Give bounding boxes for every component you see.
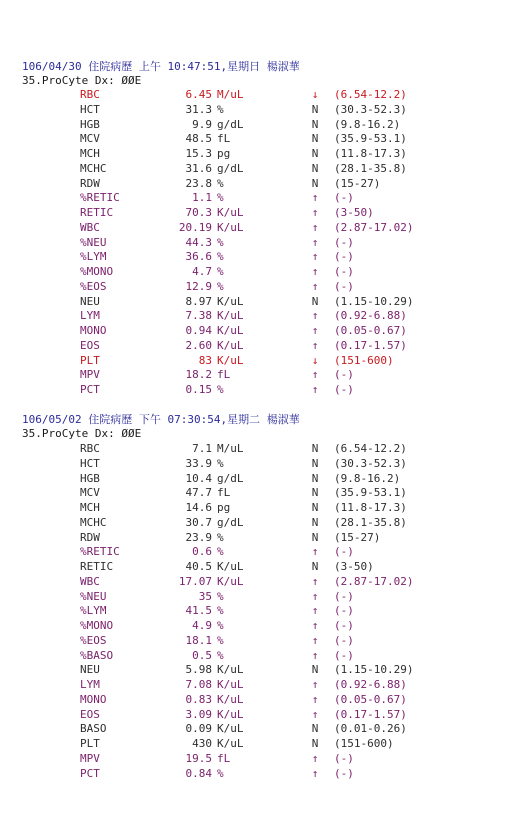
test-value: 10.4 <box>185 471 212 485</box>
test-name: %LYM <box>80 250 107 264</box>
test-unit: % <box>217 589 224 603</box>
table-row <box>0 560 531 575</box>
table-row <box>0 722 531 737</box>
test-value: 8.97 <box>185 294 212 308</box>
test-name: RDW <box>80 530 100 544</box>
reference-range: (-) <box>334 191 354 205</box>
table-row <box>0 708 531 723</box>
reference-range: (151-600) <box>334 353 394 367</box>
reference-range: (-) <box>334 751 354 765</box>
table-row <box>0 545 531 560</box>
test-unit: K/uL <box>217 722 244 736</box>
result-flag: N <box>311 486 319 500</box>
test-value: 4.9 <box>192 619 212 632</box>
report-header: 106/05/02 住院病歷 下午 07:30:54,星期二 楊淑華 <box>22 413 300 426</box>
reference-range: (9.8-16.2) <box>334 117 401 131</box>
table-row <box>0 221 531 236</box>
test-unit: % <box>217 250 224 264</box>
test-value: 31.3 <box>185 102 212 116</box>
test-name: HCT <box>80 102 100 116</box>
table-row <box>0 516 531 531</box>
test-unit: % <box>217 530 224 544</box>
test-value: 18.1 <box>185 633 212 647</box>
table-row <box>0 678 531 693</box>
test-name: %NEU <box>80 589 107 603</box>
test-value: 0.5 <box>192 648 212 662</box>
result-flag: N <box>311 176 319 190</box>
table-row <box>0 693 531 708</box>
test-name: WBC <box>80 220 100 234</box>
test-value: 18.2 <box>185 368 212 382</box>
test-unit: g/dL <box>217 471 244 485</box>
result-flag: N <box>311 456 319 470</box>
test-value: 48.5 <box>185 132 212 146</box>
test-name: RBC <box>80 442 100 455</box>
test-name: PCT <box>80 383 100 396</box>
test-unit: g/dL <box>217 117 244 131</box>
test-name: EOS <box>80 338 100 352</box>
result-flag: ↑ <box>311 235 319 249</box>
test-value: 0.84 <box>185 766 212 780</box>
test-unit: M/uL <box>217 442 244 455</box>
test-unit: % <box>217 191 224 205</box>
table-row <box>0 103 531 118</box>
result-flag: ↑ <box>311 589 319 603</box>
table-row <box>0 663 531 678</box>
table-row <box>0 604 531 619</box>
reference-range: (3-50) <box>334 206 374 219</box>
reference-range: (-) <box>334 589 354 603</box>
result-flag: N <box>311 530 319 544</box>
table-row <box>0 309 531 324</box>
test-name: MCV <box>80 132 100 146</box>
result-flag: ↑ <box>311 678 319 691</box>
test-name: %MONO <box>80 265 114 278</box>
table-row <box>0 368 531 383</box>
test-value: 3.09 <box>185 707 212 721</box>
result-flag: N <box>311 663 319 677</box>
reference-range: (11.8-17.3) <box>334 147 407 160</box>
test-name: PCT <box>80 766 100 780</box>
table-row <box>0 265 531 280</box>
test-value: 1.1 <box>192 191 212 205</box>
test-name: %BASO <box>80 648 114 662</box>
test-unit: % <box>217 102 224 116</box>
test-unit: K/uL <box>217 338 244 352</box>
reference-range: (0.05-0.67) <box>334 324 407 337</box>
result-flag: ↑ <box>311 265 319 278</box>
test-unit: g/dL <box>217 515 244 529</box>
test-name: MCHC <box>80 161 107 175</box>
test-unit: K/uL <box>217 294 244 308</box>
test-name: %EOS <box>80 279 107 293</box>
test-name: HCT <box>80 456 100 470</box>
test-name: NEU <box>80 294 100 308</box>
test-unit: K/uL <box>217 206 244 219</box>
result-flag: ↑ <box>311 383 319 396</box>
result-flag: N <box>311 442 319 455</box>
test-value: 35 <box>198 589 212 603</box>
test-value: 12.9 <box>185 279 212 293</box>
test-name: %LYM <box>80 604 107 618</box>
table-row <box>0 280 531 295</box>
reference-range: (1.15-10.29) <box>334 294 414 308</box>
table-row <box>0 752 531 767</box>
result-flag: N <box>311 161 319 175</box>
result-flag: N <box>311 132 319 146</box>
result-flag: ↑ <box>311 619 319 632</box>
test-value: 0.15 <box>185 383 212 396</box>
table-row <box>0 767 531 782</box>
reference-range: (6.54-12.2) <box>334 442 407 455</box>
result-flag: N <box>311 102 319 116</box>
reference-range: (9.8-16.2) <box>334 471 401 485</box>
result-flag: ↑ <box>311 338 319 352</box>
result-flag: ↑ <box>311 324 319 337</box>
test-unit: K/uL <box>217 574 244 588</box>
reference-range: (0.92-6.88) <box>334 309 407 323</box>
device-line: 35.ProCyte Dx: ØØE <box>22 74 142 87</box>
test-name: HGB <box>80 471 100 485</box>
test-name: MONO <box>80 324 107 337</box>
result-flag: ↑ <box>311 766 319 780</box>
test-unit: K/uL <box>217 737 244 750</box>
result-flag: ↑ <box>311 220 319 234</box>
test-unit: K/uL <box>217 692 244 706</box>
test-name: MONO <box>80 692 107 706</box>
test-unit: % <box>217 766 224 780</box>
result-flag: ↑ <box>311 206 319 219</box>
result-flag: N <box>311 501 319 514</box>
table-row <box>0 88 531 103</box>
test-value: 40.5 <box>185 560 212 573</box>
test-name: RETIC <box>80 206 114 219</box>
test-value: 6.45 <box>185 88 212 101</box>
test-value: 31.6 <box>185 161 212 175</box>
test-value: 2.60 <box>185 338 212 352</box>
test-unit: fL <box>217 368 231 382</box>
reference-range: (15-27) <box>334 176 381 190</box>
test-name: %RETIC <box>80 191 120 205</box>
test-unit: K/uL <box>217 560 244 573</box>
table-row <box>0 575 531 590</box>
test-value: 5.98 <box>185 663 212 677</box>
test-value: 7.08 <box>185 678 212 691</box>
test-unit: K/uL <box>217 678 244 691</box>
test-unit: % <box>217 648 224 662</box>
reference-range: (-) <box>334 383 354 396</box>
result-flag: ↑ <box>311 309 319 323</box>
table-row <box>0 590 531 605</box>
table-row <box>0 324 531 339</box>
result-flag: ↑ <box>311 604 319 618</box>
reference-range: (-) <box>334 265 354 278</box>
test-unit: K/uL <box>217 220 244 234</box>
result-flag: N <box>311 560 319 573</box>
table-row <box>0 191 531 206</box>
test-unit: % <box>217 383 224 396</box>
test-name: PLT <box>80 353 100 367</box>
table-row <box>0 354 531 369</box>
table-row <box>0 442 531 457</box>
test-name: MCH <box>80 147 100 160</box>
test-value: 44.3 <box>185 235 212 249</box>
reference-range: (0.17-1.57) <box>334 338 407 352</box>
test-unit: K/uL <box>217 707 244 721</box>
test-name: BASO <box>80 722 107 736</box>
test-name: %RETIC <box>80 545 120 559</box>
table-row <box>0 339 531 354</box>
test-name: %EOS <box>80 633 107 647</box>
table-row <box>0 162 531 177</box>
reference-range: (-) <box>334 766 354 780</box>
test-unit: pg <box>217 501 231 514</box>
result-flag: ↑ <box>311 692 319 706</box>
table-row <box>0 737 531 752</box>
result-flag: ↑ <box>311 574 319 588</box>
reference-range: (2.87-17.02) <box>334 220 414 234</box>
test-unit: % <box>217 545 224 559</box>
reference-range: (-) <box>334 235 354 249</box>
result-flag: ↑ <box>311 707 319 721</box>
test-value: 7.1 <box>192 442 212 455</box>
reference-range: (28.1-35.8) <box>334 515 407 529</box>
table-row <box>0 619 531 634</box>
reference-range: (6.54-12.2) <box>334 88 407 101</box>
result-flag: N <box>311 722 319 736</box>
reference-range: (15-27) <box>334 530 381 544</box>
test-name: PLT <box>80 737 100 750</box>
reference-range: (2.87-17.02) <box>334 574 414 588</box>
test-value: 7.38 <box>185 309 212 323</box>
test-unit: K/uL <box>217 663 244 677</box>
test-name: %NEU <box>80 235 107 249</box>
reference-range: (-) <box>334 368 354 382</box>
table-row <box>0 457 531 472</box>
result-flag: ↑ <box>311 545 319 559</box>
reference-range: (28.1-35.8) <box>334 161 407 175</box>
test-unit: % <box>217 456 224 470</box>
test-name: MCV <box>80 486 100 500</box>
test-unit: fL <box>217 132 231 146</box>
reference-range: (35.9-53.1) <box>334 486 407 500</box>
table-row <box>0 501 531 516</box>
report-header: 106/04/30 住院病歷 上午 10:47:51,星期日 楊淑華 <box>22 60 300 73</box>
result-flag: N <box>311 737 319 750</box>
table-row <box>0 634 531 649</box>
result-flag: N <box>311 471 319 485</box>
test-name: MCH <box>80 501 100 514</box>
reference-range: (-) <box>334 545 354 559</box>
test-name: NEU <box>80 663 100 677</box>
table-row <box>0 250 531 265</box>
test-value: 36.6 <box>185 250 212 264</box>
table-row <box>0 649 531 664</box>
test-unit: fL <box>217 751 231 765</box>
test-value: 430 <box>192 737 212 750</box>
table-row <box>0 147 531 162</box>
reference-range: (-) <box>334 619 354 632</box>
result-flag: ↓ <box>311 353 319 367</box>
result-flag: N <box>311 294 319 308</box>
result-flag: ↑ <box>311 368 319 382</box>
reference-range: (-) <box>334 648 354 662</box>
reference-range: (151-600) <box>334 737 394 750</box>
test-value: 14.6 <box>185 501 212 514</box>
test-value: 0.83 <box>185 692 212 706</box>
test-name: MPV <box>80 368 100 382</box>
test-unit: % <box>217 619 224 632</box>
test-name: RDW <box>80 176 100 190</box>
test-unit: M/uL <box>217 88 244 101</box>
test-unit: pg <box>217 147 231 160</box>
reference-range: (0.01-0.26) <box>334 722 407 736</box>
table-row <box>0 295 531 310</box>
test-value: 30.7 <box>185 515 212 529</box>
test-value: 20.19 <box>178 220 212 234</box>
test-name: LYM <box>80 678 100 691</box>
test-value: 4.7 <box>192 265 212 278</box>
test-value: 23.8 <box>185 176 212 190</box>
test-name: MCHC <box>80 515 107 529</box>
table-row <box>0 531 531 546</box>
test-unit: % <box>217 235 224 249</box>
test-unit: K/uL <box>217 309 244 323</box>
device-line: 35.ProCyte Dx: ØØE <box>22 427 142 440</box>
test-value: 70.3 <box>185 206 212 219</box>
test-unit: % <box>217 265 224 278</box>
test-value: 47.7 <box>185 486 212 500</box>
test-value: 23.9 <box>185 530 212 544</box>
result-flag: ↑ <box>311 250 319 264</box>
test-unit: % <box>217 604 224 618</box>
reference-range: (30.3-52.3) <box>334 102 407 116</box>
reference-range: (30.3-52.3) <box>334 456 407 470</box>
reference-range: (0.17-1.57) <box>334 707 407 721</box>
result-flag: N <box>311 117 319 131</box>
test-name: EOS <box>80 707 100 721</box>
test-value: 15.3 <box>185 147 212 160</box>
test-name: MPV <box>80 751 100 765</box>
test-value: 19.5 <box>185 751 212 765</box>
test-value: 83 <box>198 353 212 367</box>
table-row <box>0 206 531 221</box>
reference-range: (-) <box>334 604 354 618</box>
test-name: RBC <box>80 88 100 101</box>
reference-range: (-) <box>334 633 354 647</box>
reference-range: (1.15-10.29) <box>334 663 414 677</box>
result-flag: ↑ <box>311 279 319 293</box>
table-row <box>0 236 531 251</box>
result-flag: ↑ <box>311 751 319 765</box>
reference-range: (35.9-53.1) <box>334 132 407 146</box>
reference-range: (-) <box>334 250 354 264</box>
result-flag: ↑ <box>311 191 319 205</box>
reference-range: (-) <box>334 279 354 293</box>
table-row <box>0 118 531 133</box>
test-unit: % <box>217 279 224 293</box>
result-flag: ↑ <box>311 648 319 662</box>
table-row <box>0 472 531 487</box>
reference-range: (0.05-0.67) <box>334 692 407 706</box>
test-unit: fL <box>217 486 231 500</box>
test-value: 17.07 <box>178 574 212 588</box>
test-unit: K/uL <box>217 353 244 367</box>
test-value: 33.9 <box>185 456 212 470</box>
test-value: 0.6 <box>192 545 212 559</box>
result-flag: ↑ <box>311 633 319 647</box>
table-row <box>0 486 531 501</box>
table-row <box>0 383 531 398</box>
test-value: 0.94 <box>185 324 212 337</box>
result-flag: N <box>311 515 319 529</box>
result-flag: N <box>311 147 319 160</box>
table-row <box>0 177 531 192</box>
reference-range: (3-50) <box>334 560 374 573</box>
test-unit: % <box>217 176 224 190</box>
test-name: WBC <box>80 574 100 588</box>
reference-range: (11.8-17.3) <box>334 501 407 514</box>
test-unit: g/dL <box>217 161 244 175</box>
reference-range: (0.92-6.88) <box>334 678 407 691</box>
test-name: LYM <box>80 309 100 323</box>
test-value: 9.9 <box>192 117 212 131</box>
test-value: 0.09 <box>185 722 212 736</box>
test-unit: % <box>217 633 224 647</box>
test-name: HGB <box>80 117 100 131</box>
test-unit: K/uL <box>217 324 244 337</box>
test-name: %MONO <box>80 619 114 632</box>
test-name: RETIC <box>80 560 114 573</box>
result-flag: ↓ <box>311 88 319 101</box>
test-value: 41.5 <box>185 604 212 618</box>
table-row <box>0 132 531 147</box>
